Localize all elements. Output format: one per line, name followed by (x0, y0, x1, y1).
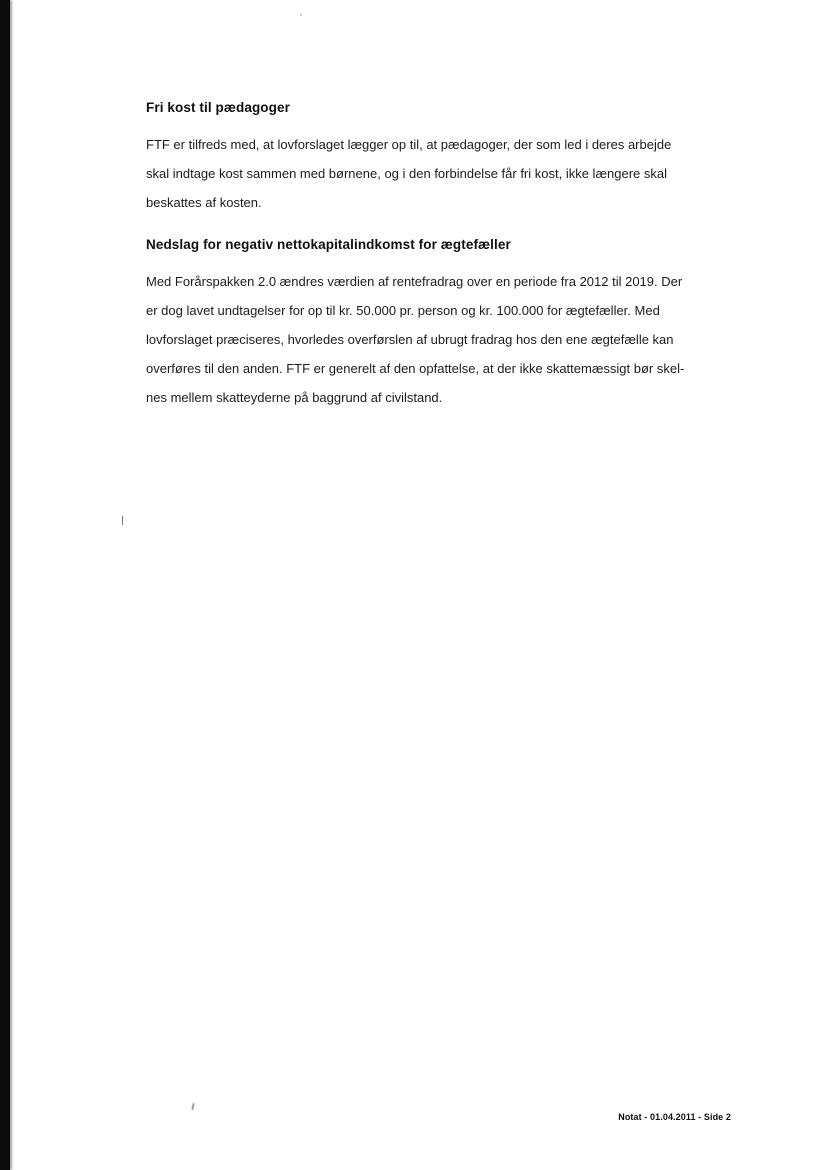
text-line: Med Forårspakken 2.0 ændres værdien af rentefradrag over en periode fra 2012 til 2019. Der (146, 274, 683, 289)
page-footer: Notat - 01.04.2011 - Side 2 (618, 1112, 731, 1122)
document-body (146, 100, 734, 412)
section-paragraph (146, 267, 734, 412)
section-heading-nedslag: Nedslag for negativ nettokapitalindkomst for ægtefæller (146, 237, 511, 252)
scan-speck (300, 14, 302, 16)
text-line: lovforslaget præciseres, hvorledes overførslen af ubrugt fradrag hos den ene ægtefælle kan (146, 332, 674, 347)
scan-edge-artifact (0, 0, 10, 1170)
text-line: skal indtage kost sammen med børnene, og i den forbindelse får fri kost, ikke længere skal (146, 166, 667, 181)
scan-speck (122, 516, 123, 525)
scan-speck (191, 1103, 194, 1110)
text-line: FTF er tilfreds med, at lovforslaget lægger op til, at pædagoger, der som led i deres arbejde (146, 137, 672, 152)
section-paragraph (146, 130, 734, 217)
text-line: er dog lavet undtagelser for op til kr. 50.000 pr. person og kr. 100.000 for ægtefæller. Med (146, 303, 660, 318)
text-line: overføres til den anden. FTF er generelt af den opfattelse, at der ikke skattemæssigt bør skel- (146, 361, 685, 376)
text-line: beskattes af kosten. (146, 195, 262, 210)
section-heading-fri-kost: Fri kost til pædagoger (146, 100, 290, 115)
text-line: nes mellem skatteyderne på baggrund af civilstand. (146, 390, 443, 405)
